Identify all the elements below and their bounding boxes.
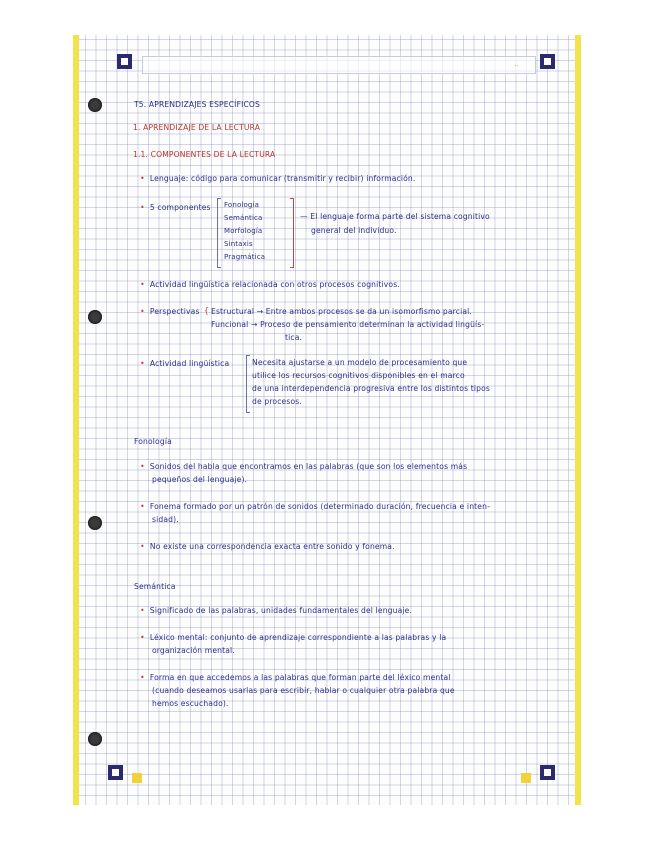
bracket <box>246 355 250 413</box>
yellow-marker-square <box>132 773 142 783</box>
bullet-item: • Sonidos del habla que encontramos en las palabras (que son los elementos más <box>140 462 468 471</box>
punch-hole <box>88 516 102 530</box>
bullet-text: Léxico mental: conjunto de aprendizaje correspondiente a las palabras y la <box>149 633 447 642</box>
component-item: Fonología <box>224 201 260 209</box>
bullet-item: • No existe una correspondencia exacta entre sonido y fonema. <box>140 542 395 551</box>
section-title-fonologia: Fonología <box>134 437 172 446</box>
bullet-item: • Fonema formado por un patrón de sonidos (determinado duración, frecuencia e inten- <box>140 502 490 511</box>
bullet-label: Perspectivas <box>149 307 200 316</box>
bullet-item: • 5 componentes <box>140 203 211 212</box>
detail-line: Necesita ajustarse a un modelo de procesamiento que <box>252 358 468 367</box>
punch-hole <box>88 98 102 112</box>
header-field <box>142 56 536 74</box>
punch-hole <box>88 732 102 746</box>
section-heading: 1. APRENDIZAJE DE LA LECTURA <box>133 123 261 132</box>
perspective-line: Funcional → Proceso de pensamiento determinan la actividad lingüís- <box>211 320 485 329</box>
punch-hole <box>88 310 102 324</box>
page-title: T5. APRENDIZAJES ESPECÍFICOS <box>134 100 261 109</box>
bullet-item: • Actividad lingüística <box>140 359 230 368</box>
bullet-text: Actividad lingüística relacionada con otros procesos cognitivos. <box>149 280 400 289</box>
detail-line: de una interdependencia progresiva entre los distintos tipos <box>252 384 491 393</box>
bracket <box>290 198 294 268</box>
bullet-label: 5 componentes <box>149 203 211 212</box>
section-title-semantica: Semántica <box>134 582 176 591</box>
brand-logo-icon <box>117 54 132 69</box>
bullet-item: • Actividad lingüística relacionada con otros procesos cognitivos. <box>140 280 400 289</box>
bullet-continuation: pequeños del lenguaje). <box>152 475 248 484</box>
header-dots: .. <box>514 59 520 68</box>
bullet-text: Lenguaje: código para comunicar (transmitir y recibir) información. <box>149 174 416 183</box>
perspective-line: Estructural → Entre ambos procesos se da un isomorfismo parcial. <box>211 307 472 316</box>
detail-line: utilice los recursos cognitivos disponibles en el marco <box>252 371 465 380</box>
bullet-item: • Perspectivas <box>140 307 200 316</box>
subsection-heading: 1.1. COMPONENTES DE LA LECTURA <box>133 150 276 159</box>
note-line: general del individuo. <box>311 226 397 235</box>
component-item: Sintaxis <box>224 240 253 248</box>
bracket <box>217 198 221 268</box>
brand-logo-icon <box>108 765 123 780</box>
bullet-text: Fonema formado por un patrón de sonidos (determinado duración, frecuencia e inten- <box>149 502 490 511</box>
component-item: Semántica <box>224 214 263 222</box>
bullet-text: Significado de las palabras, unidades fundamentales del lenguaje. <box>149 606 413 615</box>
bullet-item: • Forma en que accedemos a las palabras que forman parte del léxico mental <box>140 673 451 682</box>
bullet-text: Sonidos del habla que encontramos en las palabras (que son los elementos más <box>149 462 468 471</box>
bullet-continuation: organización mental. <box>152 646 235 655</box>
brand-logo-icon <box>540 765 555 780</box>
bullet-text: Forma en que accedemos a las palabras que forman parte del léxico mental <box>149 673 451 682</box>
perspective-line: tica. <box>285 333 303 342</box>
component-item: Pragmática <box>224 253 266 261</box>
yellow-marker-square <box>521 773 531 783</box>
note-text: El lenguaje forma parte del sistema cognitivo <box>310 212 490 221</box>
bullet-text: No existe una correspondencia exacta entre sonido y fonema. <box>149 542 395 551</box>
paper-edge-right <box>575 35 581 805</box>
bullet-label: Actividad lingüística <box>149 359 230 368</box>
branch-mark: { <box>204 306 209 315</box>
bullet-continuation: sidad). <box>152 515 179 524</box>
brand-logo-icon <box>540 54 555 69</box>
note-line: — El lenguaje forma parte del sistema cognitivo <box>300 212 490 221</box>
bullet-continuation: (cuando deseamos usarlas para escribir, hablar o cualquier otra palabra que <box>152 686 455 695</box>
bullet-item: • Lenguaje: código para comunicar (transmitir y recibir) información. <box>140 174 416 183</box>
bullet-item: • Significado de las palabras, unidades fundamentales del lenguaje. <box>140 606 413 615</box>
bullet-continuation: hemos escuchado). <box>152 699 229 708</box>
detail-line: de procesos. <box>252 397 302 406</box>
component-item: Morfología <box>224 227 263 235</box>
bullet-item: • Léxico mental: conjunto de aprendizaje correspondiente a las palabras y la <box>140 633 447 642</box>
